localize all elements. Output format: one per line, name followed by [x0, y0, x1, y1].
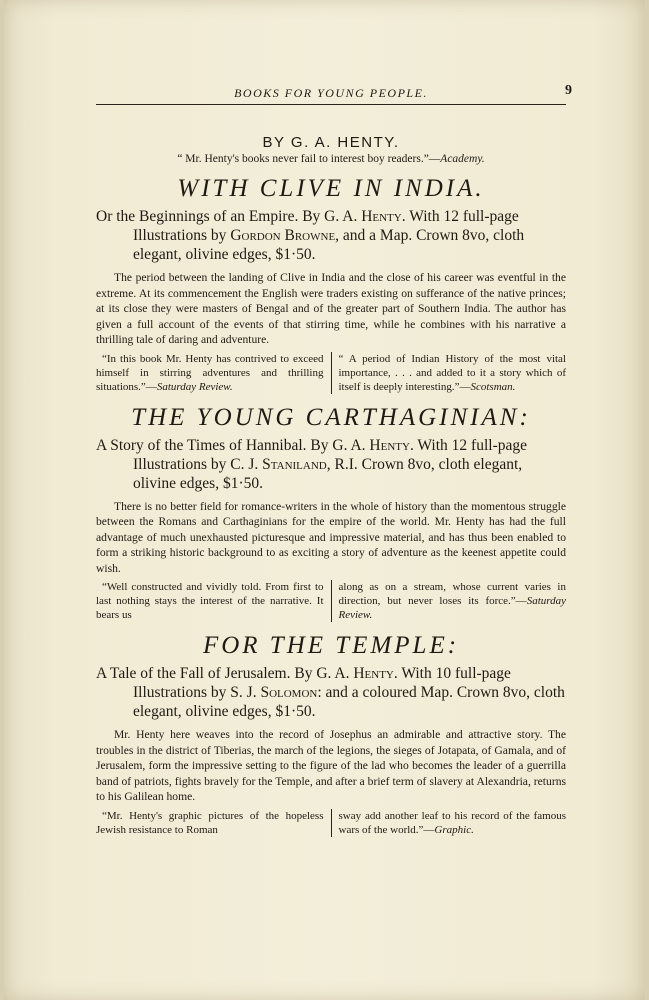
review-text: “ A period of Indian History of the most vital importance, . . . and added to it a story which of itself is deeply interesting.”—	[338, 352, 566, 393]
book-title: THE YOUNG CARTHAGINIAN:	[131, 403, 531, 431]
subtitle-text: , R.I. Crown 8vo, cloth elegant, olivine edges, $1·50.	[133, 455, 523, 492]
subtitle-text: , and a Map. Crown 8vo, cloth elegant, olivine edges, $1·50.	[133, 227, 525, 263]
book-description: Mr. Henty here weaves into the record of Josephus an admirable and attractive story. The troubles in the district of Tiberias, the march of the legions, the sieges of Jotapata, of Gamala, and of Jerusalem, form the impressive setting to the figure of the lad who becomes the leader of a guerrilla band of patriots, fights bravely for the Temple, and after a brief term of slavery at Alexandria, returns to his Galilean home.	[96, 728, 566, 803]
review-source: Graphic.	[434, 823, 474, 836]
book-entry	[96, 175, 566, 394]
review-text: along as on a stream, whose current varies in direction, but never loses its force.”—	[338, 581, 566, 607]
book-subtitle	[96, 436, 566, 493]
subtitle-text: : and a coloured Map. Crown 8vo, cloth elegant, olivine edges, $1·50.	[133, 684, 565, 720]
book-reviews	[96, 580, 566, 622]
review-right	[332, 580, 567, 622]
book-subtitle	[96, 664, 566, 721]
review-source: Saturday Review.	[338, 595, 566, 621]
subtitle-text: Or the Beginnings of an Empire. By G. A.	[96, 208, 362, 225]
book-description: The period between the landing of Clive in India and the close of his career was eventful in the extreme. At its commencement the English were traders existing on sufferance of the native princes; at its close they were masters of Bengal and of the greater part of Southern India. The author has given a full account of the events of that stirring time, while he combines with his narrative a thrilling tale of daring and adventure.	[96, 271, 566, 346]
book-entry	[96, 404, 566, 623]
subtitle-text: A Story of the Times of Hannibal. By G. A.	[96, 436, 370, 454]
review-text: “In this book Mr. Henty has contrived to exceed himself in stirring adventures and thrilling situations.”—	[96, 352, 324, 393]
review-right	[332, 352, 567, 394]
review-source: Saturday Review.	[156, 380, 233, 393]
book-title: FOR THE TEMPLE:	[202, 632, 460, 659]
book-entry	[96, 632, 566, 837]
book-page	[4, 0, 645, 1000]
author-heading: BY G. A. HENTY.	[262, 134, 400, 151]
subtitle-illustrator: Solomon	[260, 684, 318, 701]
review-text: “Mr. Henty's graphic pictures of the hopeless Jewish resistance to Roman	[96, 809, 324, 836]
subtitle-text: . With 10 full-page Illustrations by S. J.	[133, 665, 511, 701]
subtitle-illustrator: Gordon Browne	[230, 227, 336, 244]
epigraph-source: Academy.	[440, 153, 485, 165]
subtitle-text: . With 12 full-page Illustrations by	[133, 208, 519, 244]
page-header	[96, 83, 572, 106]
header-rule	[96, 104, 566, 105]
subtitle-author: Henty	[353, 665, 394, 682]
subtitle-text: A Tale of the Fall of Jerusalem. By G. A.	[96, 665, 354, 682]
review-left	[96, 580, 332, 622]
subtitle-illustrator: Staniland	[262, 455, 327, 473]
subtitle-author: Henty	[361, 208, 402, 225]
review-right	[332, 809, 567, 837]
page-content	[96, 134, 566, 837]
epigraph-quote: “ Mr. Henty's books never fail to interest boy readers.”—	[177, 153, 441, 165]
book-reviews	[96, 809, 566, 837]
review-text: sway add another leaf to his record of the famous wars of the world.”—	[338, 809, 566, 836]
review-left	[96, 352, 332, 394]
running-title: BOOKS FOR YOUNG PEOPLE.	[234, 86, 428, 100]
book-description: There is no better field for romance-writers in the whole of history than the momentous struggle between the Romans and Carthaginians for the empire of the world. Mr. Henty has had the full advantage of much unexhausted picturesque and impressive material, and has thus been enabled to form a striking historic background to as exciting a story of adventure as the keenest appetite could wish.	[96, 499, 566, 575]
review-text: “Well constructed and vividly told. From first to last nothing stays the interest of the narrative. It bears us	[96, 581, 324, 621]
subtitle-text: . With 12 full-page Illustrations by C. J.	[133, 436, 527, 473]
subtitle-author: Henty	[369, 436, 410, 454]
book-title: WITH CLIVE IN INDIA.	[177, 175, 485, 202]
author-epigraph	[96, 153, 566, 165]
page-number: 9	[565, 83, 572, 98]
review-source: Scotsman.	[470, 380, 516, 393]
review-left	[96, 809, 332, 837]
book-reviews	[96, 352, 566, 394]
book-subtitle	[96, 207, 566, 264]
